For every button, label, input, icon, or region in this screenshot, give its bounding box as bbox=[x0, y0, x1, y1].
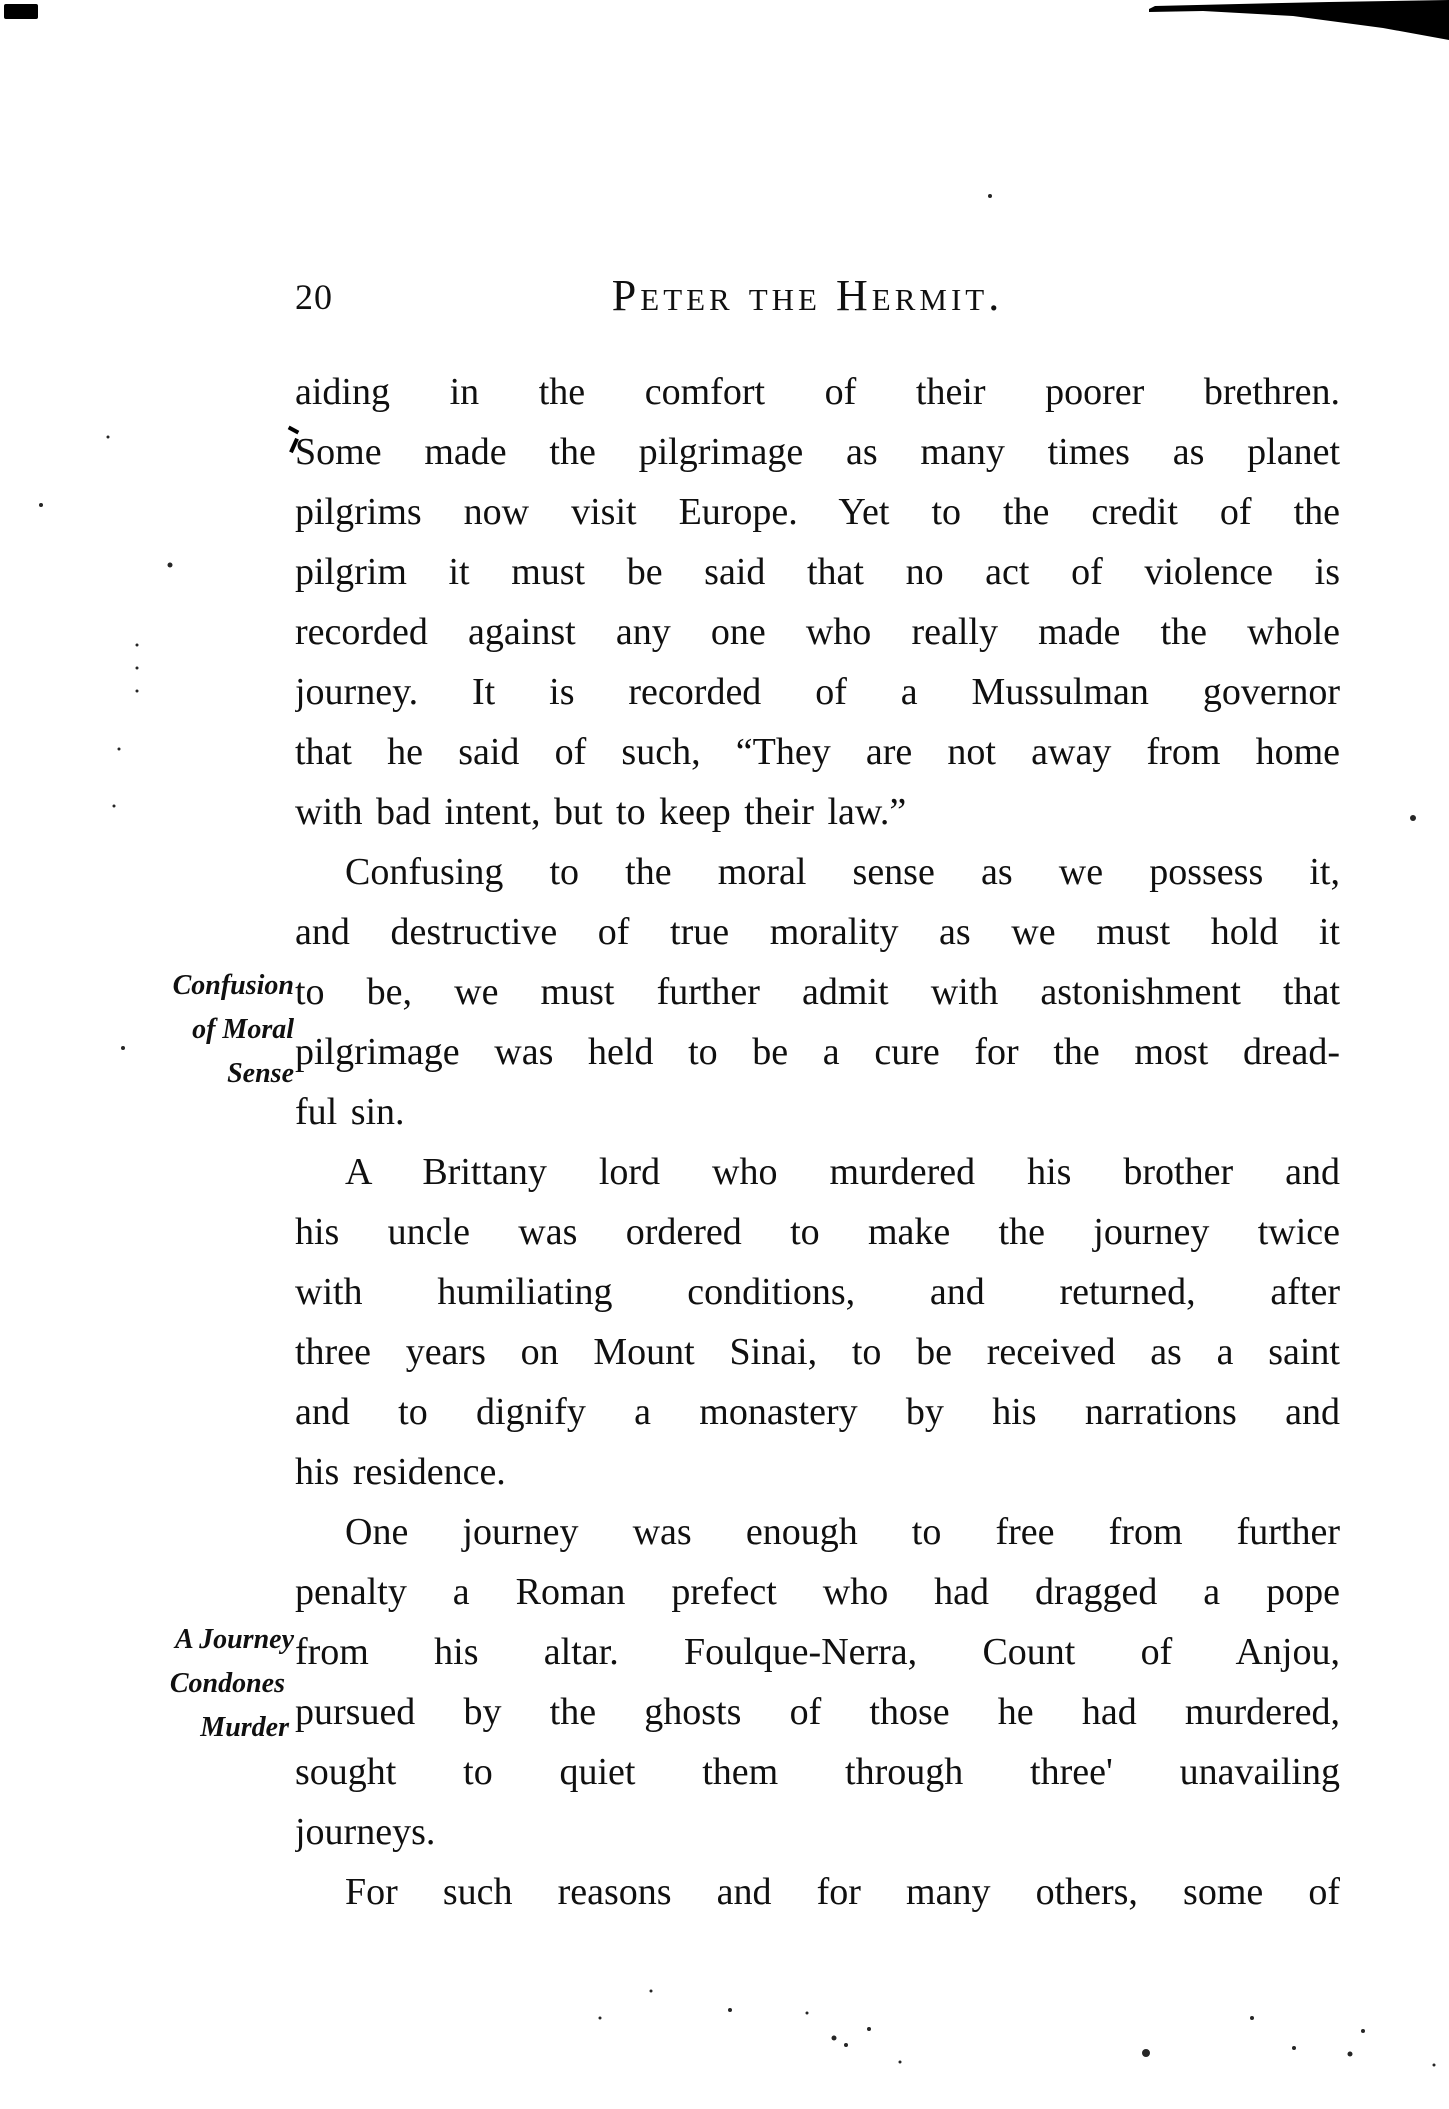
margin-note-line: Condones bbox=[169, 1668, 285, 1699]
text-line: sought to quiet them through three' unavailing bbox=[295, 1751, 1340, 1793]
margin-note-line: A Journey bbox=[174, 1624, 294, 1655]
text-line: pilgrims now visit Europe. Yet to the credit of the bbox=[295, 491, 1340, 533]
text-line: three years on Mount Sinai, to be received as a saint bbox=[295, 1331, 1340, 1373]
text-line: that he said of such, “They are not away from home bbox=[295, 731, 1340, 773]
text-line: to be, we must further admit with astonishment that bbox=[295, 971, 1340, 1013]
margin-note-line: Sense bbox=[227, 1058, 294, 1089]
margin-note-line: Confusion bbox=[172, 970, 294, 1001]
text-line: Confusing to the moral sense as we possess it, bbox=[345, 851, 1340, 893]
text-line: journey. It is recorded of a Mussulman governor bbox=[295, 671, 1340, 713]
text-line: ful sin. bbox=[295, 1091, 405, 1133]
body-text-column bbox=[295, 362, 1340, 1922]
running-title: Peter the Hermit. bbox=[611, 271, 1004, 320]
text-line: For such reasons and for many others, some of bbox=[345, 1871, 1340, 1913]
text-line: aiding in the comfort of their poorer brethren. bbox=[295, 371, 1340, 413]
text-line: pilgrim it must be said that no act of violence is bbox=[295, 551, 1340, 593]
margin-note-line: Murder bbox=[200, 1712, 289, 1743]
page-number: 20 bbox=[295, 277, 333, 317]
text-line: penalty a Roman prefect who had dragged a pope bbox=[295, 1571, 1340, 1613]
text-line: pursued by the ghosts of those he had murdered, bbox=[295, 1691, 1340, 1733]
margin-note-a-journey-condones-murder bbox=[146, 1618, 294, 1750]
text-line: his uncle was ordered to make the journey twice bbox=[295, 1211, 1340, 1253]
text-line: journeys. bbox=[295, 1811, 436, 1853]
margin-note-confusion-of-moral-sense bbox=[146, 964, 294, 1096]
text-line: One journey was enough to free from further bbox=[345, 1511, 1340, 1553]
text-line: A Brittany lord who murdered his brother and bbox=[345, 1151, 1340, 1193]
text-line: Some made the pilgrimage as many times as planet bbox=[295, 431, 1340, 473]
text-line: with humiliating conditions, and returned, after bbox=[295, 1271, 1340, 1313]
margin-note-line: of Moral bbox=[192, 1014, 294, 1045]
text-line: pilgrimage was held to be a cure for the most dread- bbox=[295, 1031, 1340, 1073]
text-line: recorded against any one who really made the whole bbox=[295, 611, 1340, 653]
text-line: and destructive of true morality as we must hold it bbox=[295, 911, 1340, 953]
text-line: with bad intent, but to keep their law.” bbox=[295, 791, 907, 833]
text-line: his residence. bbox=[295, 1451, 506, 1493]
text-line: and to dignify a monastery by his narrations and bbox=[295, 1391, 1340, 1433]
text-line: from his altar. Foulque-Nerra, Count of Anjou, bbox=[295, 1631, 1340, 1673]
running-header bbox=[295, 270, 1340, 320]
